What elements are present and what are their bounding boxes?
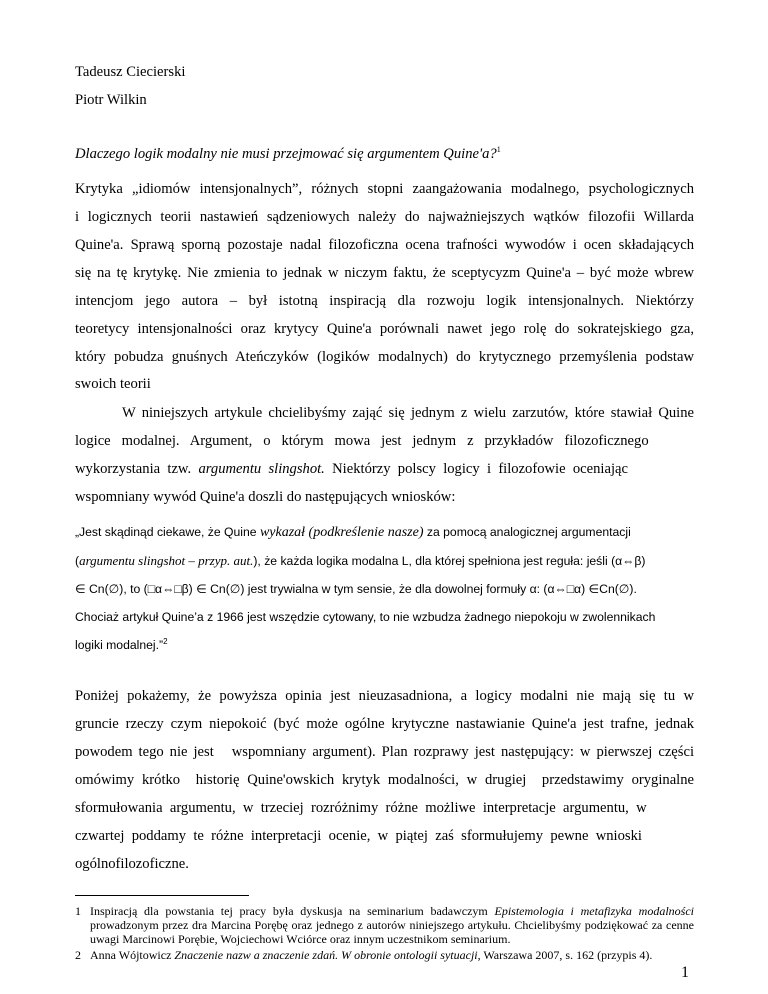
p3-line-3: powodem tego nie jest wspomniany argument). Plan rozprawy jest następujący: w pierwszej części (75, 744, 694, 760)
footnote-2-number: 2 (75, 948, 81, 962)
footnote-2 (75, 948, 694, 962)
p2-line-3-italic: argumentu slingshot. (198, 461, 325, 477)
p1-line-8: swoich teorii (75, 376, 151, 392)
p2-line-3-c: Niektórzy polscy logicy i filozofowie oceniając (324, 461, 628, 477)
footnote-separator (75, 895, 249, 896)
quote-line-2-italic: argumentu slingshot – przyp. aut. (79, 553, 254, 568)
quote-line-5-text: logiki modalnej.” (75, 638, 164, 652)
footnote-2-italic: Znaczenie nazw a znaczenie zdań. W obronie ontologii sytuacji (174, 948, 478, 962)
quote-line-1-italic: wykazał (podkreślenie nasze) (259, 525, 424, 540)
p3-line-1: Poniżej pokażemy, że powyższa opinia jest nieuzasadniona, a logicy modalni nie mają się tu w (75, 688, 694, 704)
p1-line-1: Krytyka „idiomów intensjonalnych”, różnych stopni zaangażowania modalnego, psychologicznych (75, 181, 694, 197)
paper-title (75, 145, 694, 163)
p1-line-5: intencjom jego autora – był istotną inspiracją dla rozwoju logik intensjonalnych. Niektórzy (75, 293, 694, 309)
footnote-1 (75, 904, 694, 946)
footnote-1-number: 1 (75, 904, 81, 918)
p3-line-2: gruncie rzeczy czym niepokoić (być może ogólne krytyczne nastawianie Quine'a jest trafne, jednak (75, 716, 694, 732)
footnote-2-text-a: Anna Wójtowicz (90, 948, 175, 962)
footnote-2-text (90, 948, 694, 962)
p2-line-4: wspomniany wywód Quine'a doszli do następujących wniosków: (75, 489, 456, 505)
footnote-1-text (90, 904, 694, 946)
footnote-1-text-c: prowadzonym przez dra Marcina Porębę oraz jednego z autorów niniejszego artykułu. Chcielibyśmy podziękować za cenne uwagi Marcinowi Porębie, Wojciechowi Wciórce oraz innym uczestnikom seminarium. (90, 918, 694, 946)
quote-line-1-a: „Jest skądinąd ciekawe, że Quine (75, 525, 260, 539)
p1-line-2: i logicznych teorii nastawień sądzeniowych należy do najważniejszych wątków filozofii Willarda (75, 209, 694, 225)
footnote-2-text-c: , Warszawa 2007, s. 162 (przypis 4). (477, 948, 653, 962)
p2-line-3-a: wykorzystania tzw. (75, 461, 199, 477)
p3-line-7: ogólnofilozoficzne. (75, 856, 189, 872)
p2-line-2: logice modalnej. Argument, o którym mowa jest jednym z przykładów filozoficznego (75, 433, 649, 449)
paper-title-text: Dlaczego logik modalny nie musi przejmować się argumentem Quine'a? (75, 146, 497, 162)
p3-line-6: czwartej poddamy te różne interpretacji ocenie, w piątej zaś sformułujemy pewne wnioski (75, 828, 642, 844)
footnote-1-italic: Epistemologia i metafizyka modalności (494, 904, 694, 918)
quote-line-2 (75, 552, 694, 570)
footnote-1-text-a: Inspiracją dla powstania tej pracy była dyskusja na seminarium badawczym (90, 904, 495, 918)
quote-line-1-c: za pomocą analogicznej argumentacji (423, 525, 631, 539)
quote-line-5 (75, 636, 694, 654)
p1-line-3: Quine'a. Sprawą sporną pozostaje nadal filozoficzna ocena trafności wywodów i ocen składających (75, 237, 694, 253)
author-2: Piotr Wilkin (75, 92, 147, 108)
author-1: Tadeusz Ciecierski (75, 64, 186, 80)
page-number: 1 (681, 964, 689, 981)
quote-line-3: ∈ Cn(∅), to (□α⇔□β) ∈ Cn(∅) jest trywialna w tym sensie, że dla dowolnej formuły α: (α⇔□α) ∈Cn(∅). (75, 582, 637, 596)
p2-line-3 (75, 460, 694, 478)
footnote-ref-1: 1 (496, 145, 501, 155)
p1-line-6: teoretycy intensjonalności oraz krytycy Quine'a porównali nawet jego rolę do sokratejskiego gza, (75, 321, 694, 337)
p1-line-4: się na tę krytykę. Nie zmienia to jednak w niczym faktu, że sceptycyzm Quine'a – być może wbrew (75, 265, 694, 281)
quote-line-1 (75, 523, 694, 542)
quote-line-4: Chociaż artykuł Quine’a z 1966 jest wszędzie cytowany, to nie wzbudza żadnego niepokoju w zwolennikach (75, 610, 656, 624)
quote-line-2-c: ), że każda logika modalna L, dla której spełniona jest reguła: jeśli (α⇔β) (253, 554, 646, 568)
footnote-ref-2: 2 (163, 636, 168, 646)
p2-line-1: W niniejszych artykule chcielibyśmy zająć się jednym z wielu zarzutów, które stawiał Quine (122, 405, 694, 421)
p3-line-4: omówimy krótko historię Quine'owskich krytyk modalności, w drugiej przedstawimy oryginalne (75, 772, 694, 788)
quote-line-2-a: ( (75, 554, 80, 568)
p1-line-7: który pobudza gnuśnych Ateńczyków (logików modalnych) do krytycznego przemyślenia podstaw (75, 349, 694, 365)
p3-line-5: sformułowania argumentu, w trzeciej rozróżnimy różne możliwe interpretacje argumentu, w (75, 800, 647, 816)
